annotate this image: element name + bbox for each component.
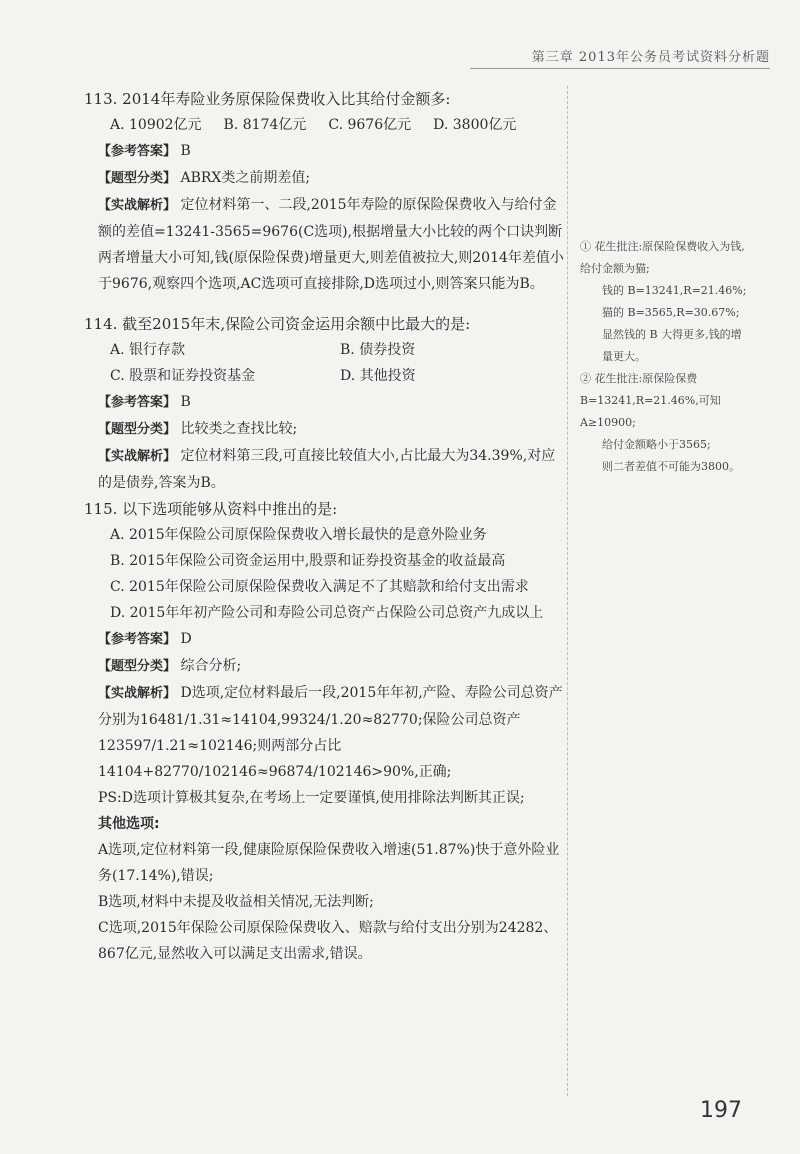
other-option-b: B选项,材料中未提及收益相关情况,无法判断; (98, 894, 374, 910)
option-a: A. 银行存款 (110, 342, 186, 358)
question-114-options (84, 337, 564, 389)
option-a: A. 2015年保险公司原保险保费收入增长最快的是意外险业务 (110, 527, 487, 543)
sidenote-line: 猫的 B=3565,R=30.67%; (602, 306, 740, 319)
margin-divider (567, 86, 568, 1096)
type-row: 【题型分类】 比较类之查找比较; (98, 421, 298, 437)
answer-value: B (180, 394, 191, 410)
option-b: B. 2015年保险公司资金运用中,股票和证券投资基金的收益最高 (110, 553, 506, 569)
type-row: 【题型分类】 ABRX类之前期差值; (98, 170, 311, 186)
option-d: D. 2015年年初产险公司和寿险公司总资产占保险公司总资产九成以上 (110, 605, 544, 621)
sidenote-line: 则二者差值不可能为3800。 (602, 460, 740, 473)
other-option-c: C选项,2015年保险公司原保险保费收入、赔款与给付支出分别为24282、867亿元,显然收入可以满足支出需求,错误。 (98, 920, 558, 962)
other-option-a: A选项,定位材料第一段,健康险原保险保费收入增速(51.87%)快于意外险业务(17.14%),错误; (98, 842, 560, 884)
answer-row: 【参考答案】 B (98, 394, 191, 410)
analysis-row: 【实战解析】 定位材料第一、二段,2015年寿险的原保险保费收入与给付金额的差值=13241-3565=9676(C选项),根据增量大小比较的两个口诀判断两者增量大小可知,钱(原保险保费)增量更大,则差值被拉大,则2014年差值小于9676,观察四个选项,AC选项可直接排除,D选项过小,则答案只能为B。 (98, 197, 564, 292)
option-c: C. 9676亿元 (328, 117, 412, 133)
option-d: D. 其他投资 (340, 368, 416, 384)
sidenote-line: 给付金额略小于3565; (602, 438, 711, 451)
type-value: ABRX类之前期差值; (180, 170, 311, 186)
answer-value: B (180, 143, 191, 159)
type-value: 综合分析; (180, 658, 242, 674)
type-row: 【题型分类】 综合分析; (98, 658, 242, 674)
question-113-options (84, 112, 564, 138)
question-113-title: 113. 2014年寿险业务原保险保费收入比其给付金额多: (84, 90, 451, 108)
answer-row: 【参考答案】 D (98, 631, 192, 647)
question-115-options (84, 522, 564, 626)
sidenote-line: 钱的 B=13241,R=21.46%; (602, 284, 747, 297)
type-value: 比较类之查找比较; (180, 421, 298, 437)
other-options-title: 其他选项: (98, 816, 160, 832)
option-b: B. 债券投资 (340, 342, 416, 358)
answer-row: 【参考答案】 B (98, 143, 191, 159)
sidenotes (580, 236, 750, 478)
page-number: 197 (700, 1098, 742, 1123)
option-b: B. 8174亿元 (223, 117, 307, 133)
sidenote-line: 显然钱的 B 大得更多,钱的增量更大。 (602, 328, 742, 363)
sidenote-2-title: ② 花生批注:原保险保费B=13241,R=21.46%,可知 A≥10900; (580, 372, 721, 429)
sidenote-1-title: ① 花生批注:原保险保费收入为钱,给付金额为猫; (580, 240, 745, 275)
ps-note: PS:D选项计算极其复杂,在考场上一定要谨慎,使用排除法判断其正误; (98, 790, 525, 806)
question-115-title: 115. 以下选项能够从资料中推出的是: (84, 500, 338, 518)
analysis-row: 【实战解析】 D选项,定位材料最后一段,2015年年初,产险、寿险公司总资产分别为16481/1.31≈14104,99324/1.20≈82770;保险公司总资产123597/1.21≈102146;则两部分占比14104+82770/102146≈96874/102146>90%,正确; (98, 685, 563, 780)
answer-value: D (180, 631, 192, 647)
option-c: C. 股票和证券投资基金 (110, 368, 256, 384)
analysis-text: D选项,定位材料最后一段,2015年年初,产险、寿险公司总资产分别为16481/1.31≈14104,99324/1.20≈82770;保险公司总资产123597/1.21≈102146;则两部分占比14104+82770/102146≈96874/102146>90%,正确; (98, 685, 563, 780)
option-a: A. 10902亿元 (110, 117, 202, 133)
question-114-title: 114. 截至2015年末,保险公司资金运用余额中比最大的是: (84, 315, 471, 333)
running-header: 第三章 2013年公务员考试资料分析题 (531, 50, 770, 65)
header-rule (470, 68, 770, 69)
option-c: C. 2015年保险公司原保险保费收入满足不了其赔款和给付支出需求 (110, 579, 529, 595)
main-content (84, 86, 564, 967)
option-d: D. 3800亿元 (433, 117, 517, 133)
analysis-text: 定位材料第三段,可直接比较值大小,占比最大为34.39%,对应的是债券,答案为B。 (98, 448, 556, 491)
analysis-row: 【实战解析】 定位材料第三段,可直接比较值大小,占比最大为34.39%,对应的是债券,答案为B。 (98, 448, 556, 491)
analysis-text: 定位材料第一、二段,2015年寿险的原保险保费收入与给付金额的差值=13241-3565=9676(C选项),根据增量大小比较的两个口诀判断两者增量大小可知,钱(原保险保费)增量更大,则差值被拉大,则2014年差值小于9676,观察四个选项,AC选项可直接排除,D选项过小,则答案只能为B。 (98, 197, 564, 292)
